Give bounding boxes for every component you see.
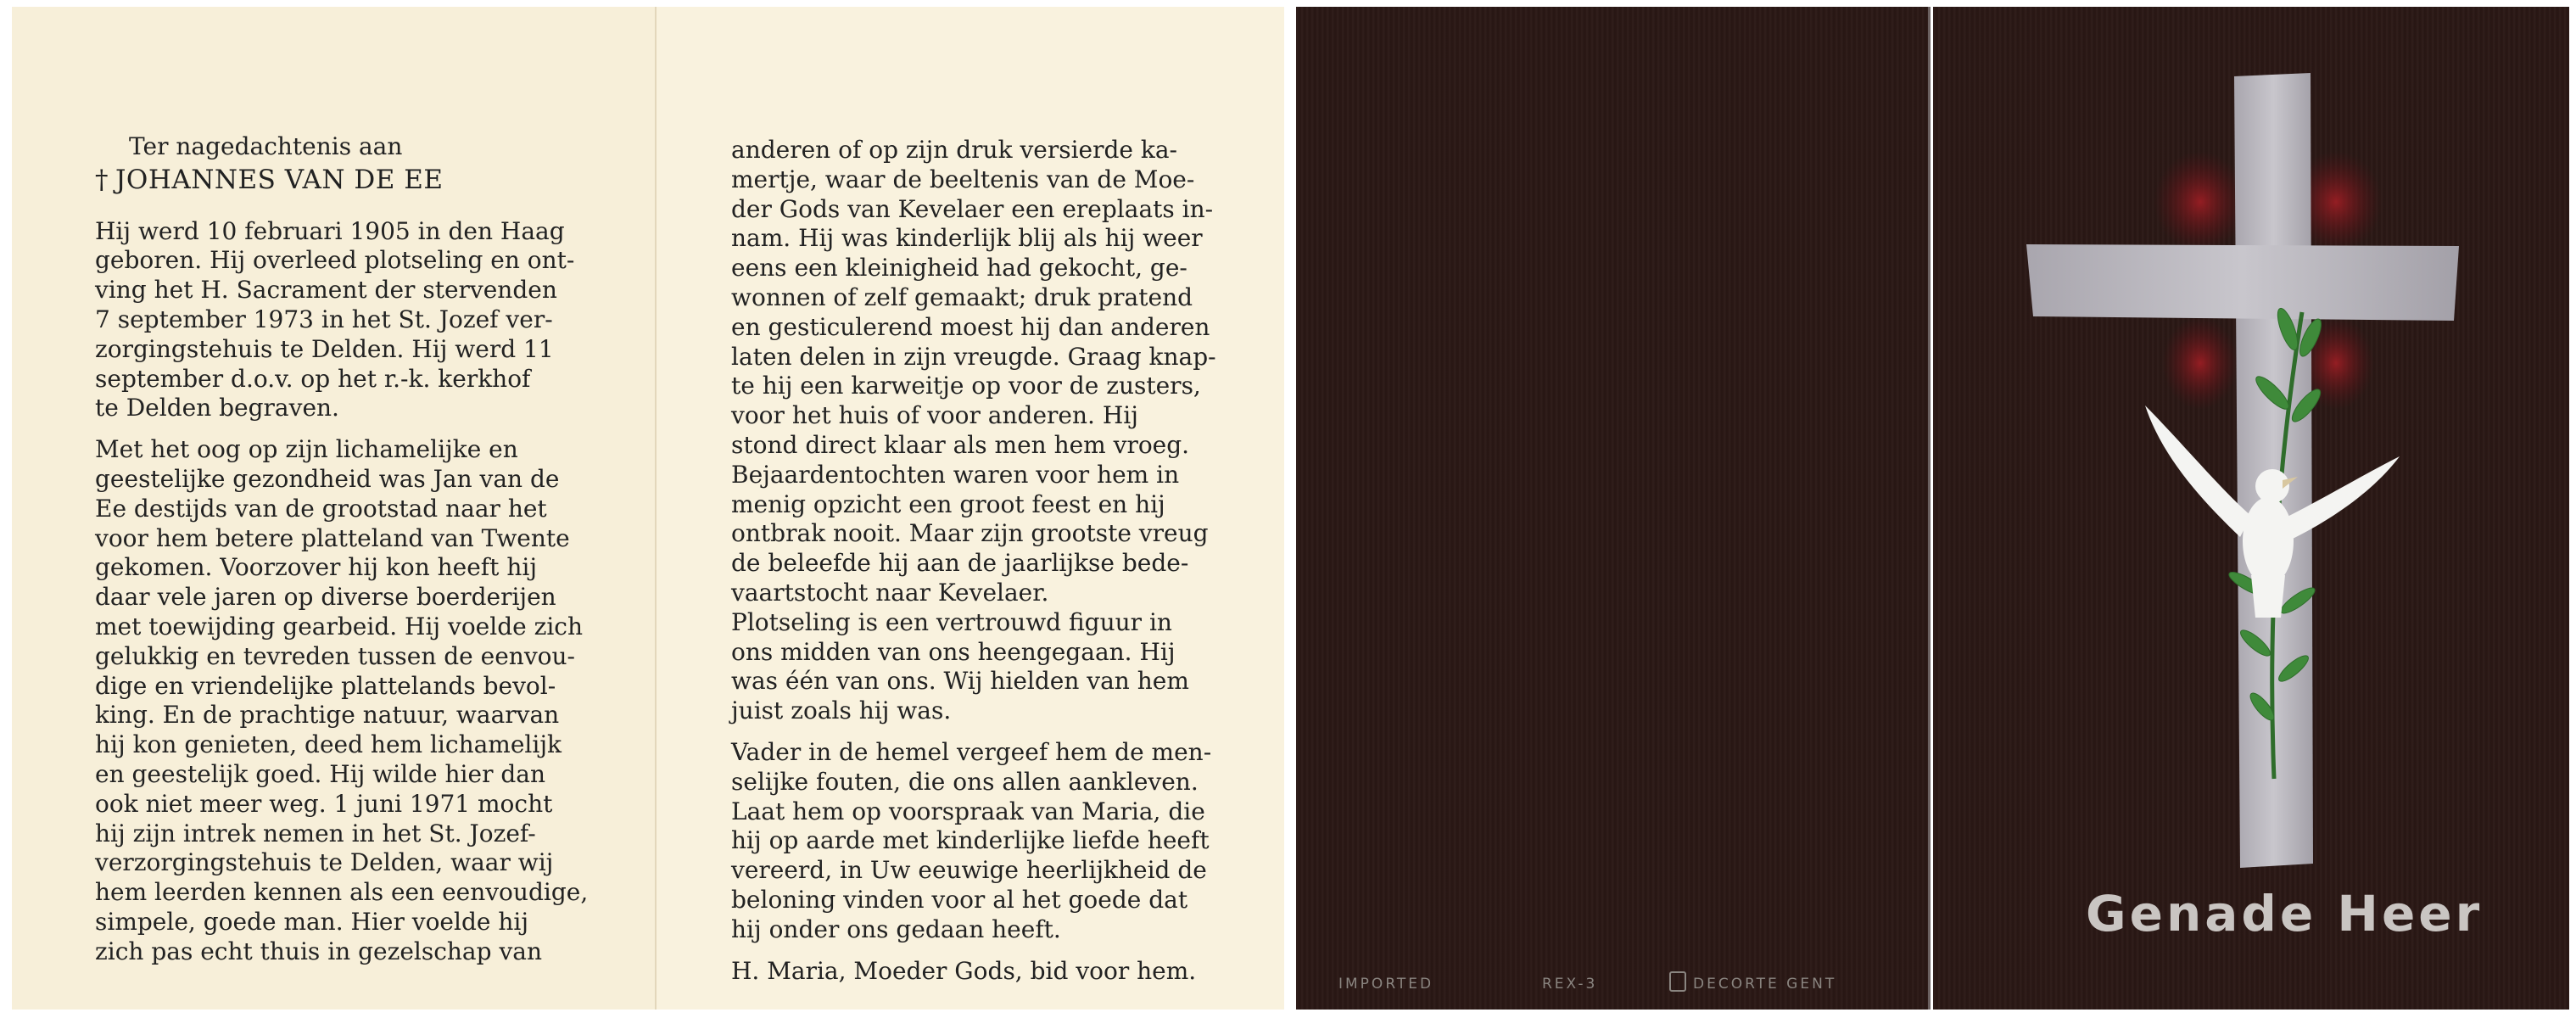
biography-paragraph-2: Met het oog op zijn lichamelijke en geestelijke gezondheid was Jan van de Ee destijds van de grootstad naar het voor hem betere platteland van Twente gekomen. Voorzover hij kon heeft hij daar vele jaren op diverse boerderijen met toewijding gearbeid. Hij voelde zich gelukkig en tevreden tussen de eenvou- dige en vriendelijke plattelands bevol- king. En de prachtige natuur, waarvan hij kon genieten, deed hem lichamelijk en geestelijk goed. Hij wilde hier dan ook niet meer weg. 1 juni 1971 mocht hij zijn intrek nemen in het St. Jozef- verzorgingstehuis te Delden, waar wij hem leerden kennen als een eenvoudige, simpele, goede man. Hier voelde hij zich pas echt thuis in gezelschap van (95, 435, 589, 965)
dagger-icon: † (95, 164, 109, 195)
biography-paragraph-1: Hij werd 10 februari 1905 in den Haag geboren. Hij overleed plotseling en ont- ving het H. Sacrament der stervenden 7 september 1973 in het St. Jozef ver- zorgingstehuis te Delden. Hij werd 11 september d.o.v. op het r.-k. kerkhof te Delden begraven. (95, 216, 575, 422)
cross-illustration (2018, 58, 2493, 906)
imported-label: IMPORTED (1338, 976, 1434, 993)
card-inside-left (12, 7, 655, 1010)
left-text-block (95, 132, 595, 979)
product-code: REX-3 (1542, 976, 1598, 993)
deceased-name-line (95, 165, 595, 195)
publisher-mark (1669, 971, 1836, 993)
biography-paragraph-3: anderen of op zijn druk versierde ka- mertje, waar de beeltenis van de Moe- der Gods van Kevelaer een ereplaats in- nam. Hij was kinderlijk blij als hij weer eens een kleinigheid had gekocht, ge- wonnen of zelf gemaakt; druk pratend en gesticulerend moest hij dan anderen laten delen in zijn vreugde. Graag knap- te hij een karweitje op voor de zusters, voor het huis of voor anderen. Hij stond direct klaar als men hem vroeg. Bejaardentochten waren voor hem in menig opzicht een groot feest en hij ontbrak nooit. Maar zijn grootste vreug de beleefde hij aan de jaarlijkse bede- vaartstocht naar Kevelaer. Plotseling is een vertrouwd figuur in ons midden van ons heengegaan. Hij was één van ons. Wij hielden van hem juist zoals hij was. (731, 136, 1216, 725)
closing-prayer: H. Maria, Moeder Gods, bid voor hem. (731, 956, 1197, 985)
card-back-cover (1296, 7, 1931, 1010)
card-inside-right (655, 7, 1284, 1010)
publisher-name: DECORTE GENT (1693, 976, 1837, 993)
dedication-heading: Ter nagedachtenis aan (129, 132, 403, 160)
middle-text-block (731, 136, 1232, 998)
prayer-paragraph: Vader in de hemel vergeef hem de men- selijke fouten, die ons allen aankleven. Laat hem op voorspraak van Maria, die hij op aarde met kinderlijke liefde heeft vereerd, in Uw eeuwige heerlijkheid de beloning vinden voor al het goede dat hij onder ons gedaan heeft. (731, 737, 1212, 943)
cross-icon (2026, 73, 2459, 868)
card-front-cover (1933, 7, 2569, 1010)
motto-text: Genade Heer (2086, 885, 2484, 942)
deceased-name: JOHANNES VAN DE EE (115, 164, 444, 195)
publisher-logo-icon (1669, 971, 1686, 992)
